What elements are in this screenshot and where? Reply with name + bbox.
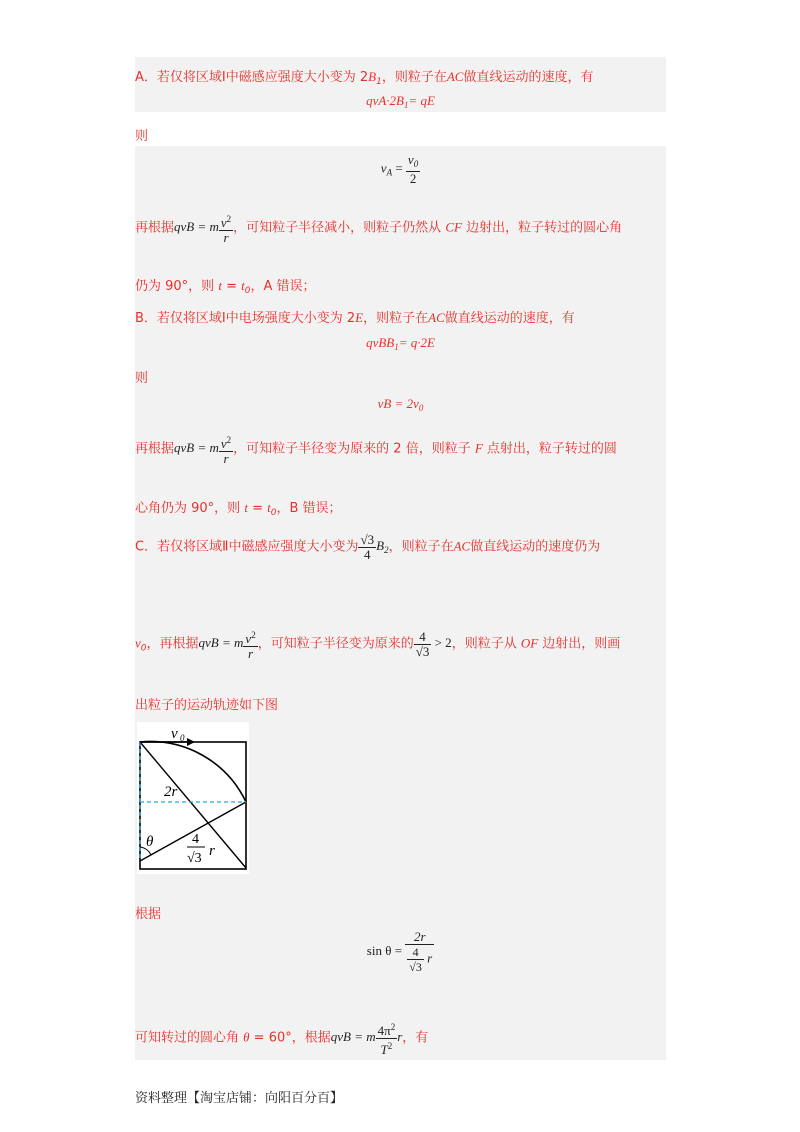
option-b-line3: 心角仍为 90°，则 $t = t_0$，B 错误； bbox=[135, 500, 342, 518]
fig-v0-label: v bbox=[171, 726, 178, 742]
footer-source: 资料整理【淘宝店铺：向阳百分百】 bbox=[135, 1091, 344, 1106]
sin-equation: sin θ = 2r $\frac{4}{√3}$ r bbox=[366, 929, 433, 974]
fig-frac-den: √3 bbox=[187, 851, 202, 866]
va-equation: $v_A$ = $\frac{v_0}{2}$ bbox=[380, 152, 419, 186]
ze-1: 则 bbox=[135, 129, 149, 144]
option-a-equation: $qvA\cdot 2B_1=$ qE bbox=[366, 93, 435, 110]
fig-2r-label: 2r bbox=[164, 784, 178, 800]
fig-r-label: r bbox=[209, 843, 215, 859]
option-b-line: B．若仅将区域Ⅰ中电场强度大小变为 2E，则粒子在AC做直线运动的速度，有 bbox=[135, 310, 575, 326]
option-c-line: C．若仅将区域Ⅱ中磁感应强度大小变为 $\frac{√3}{4}$ $B_2$，则粒子在AC做直线运动的速度仍为 bbox=[135, 532, 601, 562]
vb-equation: vB = $2v_0$ bbox=[377, 396, 424, 413]
genju: 根据 bbox=[135, 907, 162, 922]
ze-2: 则 bbox=[135, 371, 149, 386]
fig-theta-label: θ bbox=[146, 834, 154, 850]
fig-v0-sub: 0 bbox=[180, 733, 185, 743]
option-a-line3: 仍为 90°，则 $t = t_0$，A 错误； bbox=[135, 278, 316, 296]
option-a-line2: 再根据qvB = m $\frac{v^2}{r}$ ，可知粒子半径减小，则粒子仍然从 CF 边射出，粒子转过的圆心角 bbox=[135, 214, 623, 245]
fig-frac-num: 4 bbox=[192, 832, 199, 847]
option-c-line2: $v_0$，再根据qvB = m $\frac{v^2}{r}$ ，可知粒子半径变为原来的 $\frac{4}{√3}$ > 2，则粒子从 OF 边射出，则画 bbox=[135, 629, 621, 661]
final-line: 可知转过的圆心角 θ = 60°，根据qvB = m $\frac{4\pi^2}{T^2}$ r，有 bbox=[135, 1022, 429, 1057]
option-b-line2: 再根据qvB = m $\frac{v^2}{r}$ ，可知粒子半径变为原来的 2 倍，则粒子 F 点射出，粒子转过的圆 bbox=[135, 435, 617, 466]
option-b-equation: qvBB$_1$= q·2E bbox=[366, 335, 435, 352]
option-a-line: A．若仅将区域Ⅰ中磁感应强度大小变为 $2B_1$，则粒子在AC做直线运动的速度，有 bbox=[135, 69, 594, 87]
option-c-line3: 出粒子的运动轨迹如下图 bbox=[135, 698, 279, 713]
trajectory-figure bbox=[137, 722, 249, 874]
